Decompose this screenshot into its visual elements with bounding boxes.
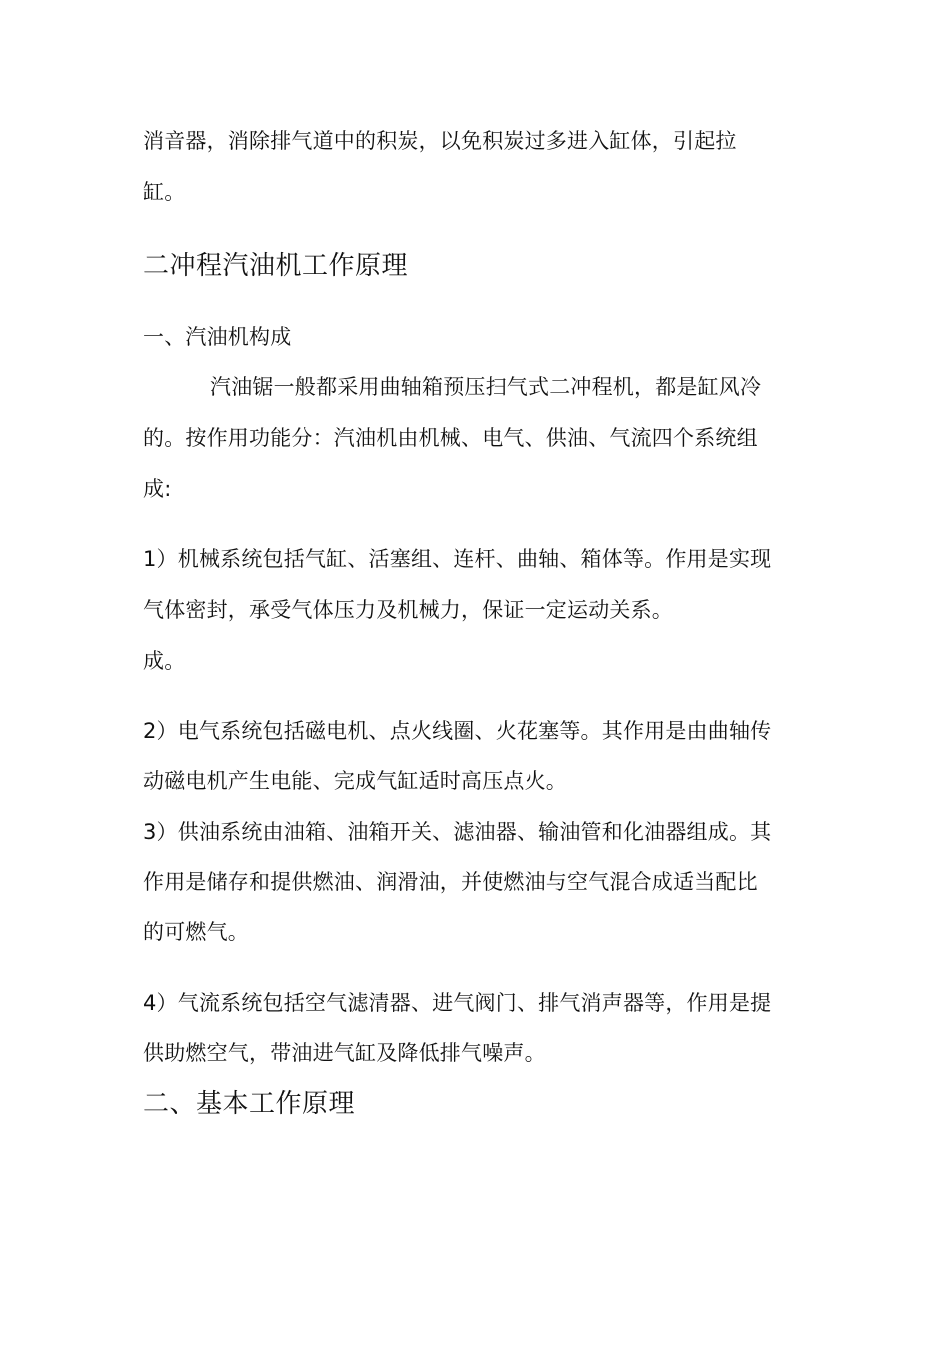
item-1-line-1: 1）机械系统包括气缸、活塞组、连杆、曲轴、箱体等。作用是实现 [143, 547, 772, 571]
intro-paragraph-line-1: 消音器，消除排气道中的积炭，以免积炭过多进入缸体，引起拉 [143, 129, 737, 153]
item-3-line-3: 的可燃气。 [143, 920, 249, 944]
item-3-line-2: 作用是储存和提供燃油、润滑油，并使燃油与空气混合成适当配比 [143, 870, 758, 894]
section-title: 二冲程汽油机工作原理 [143, 251, 409, 281]
subsection-1-title: 一、汽油机构成 [143, 325, 292, 349]
item-2-line-1: 2）电气系统包括磁电机、点火线圈、火花塞等。其作用是由曲轴传 [143, 719, 772, 743]
intro-paragraph-line-2: 缸。 [143, 180, 186, 204]
item-1-line-3: 成。 [143, 649, 186, 673]
composition-paragraph-line-2: 的。按作用功能分：汽油机由机械、电气、供油、气流四个系统组 [143, 426, 758, 450]
item-4-line-2: 供助燃空气，带油进气缸及降低排气噪声。 [143, 1041, 546, 1065]
subsection-2-title: 二、基本工作原理 [143, 1089, 356, 1119]
item-1-line-2: 气体密封，承受气体压力及机械力，保证一定运动关系。 [143, 598, 673, 622]
item-3-line-1: 3）供油系统由油箱、油箱开关、滤油器、输油管和化油器组成。其 [143, 820, 772, 844]
item-2-line-2: 动磁电机产生电能、完成气缸适时高压点火。 [143, 769, 567, 793]
composition-paragraph-line-3: 成: [143, 477, 172, 501]
composition-paragraph-line-1: 汽油锯一般都采用曲轴箱预压扫气式二冲程机，都是缸风冷 [210, 375, 762, 399]
item-4-line-1: 4）气流系统包括空气滤清器、进气阀门、排气消声器等，作用是提 [143, 991, 772, 1015]
